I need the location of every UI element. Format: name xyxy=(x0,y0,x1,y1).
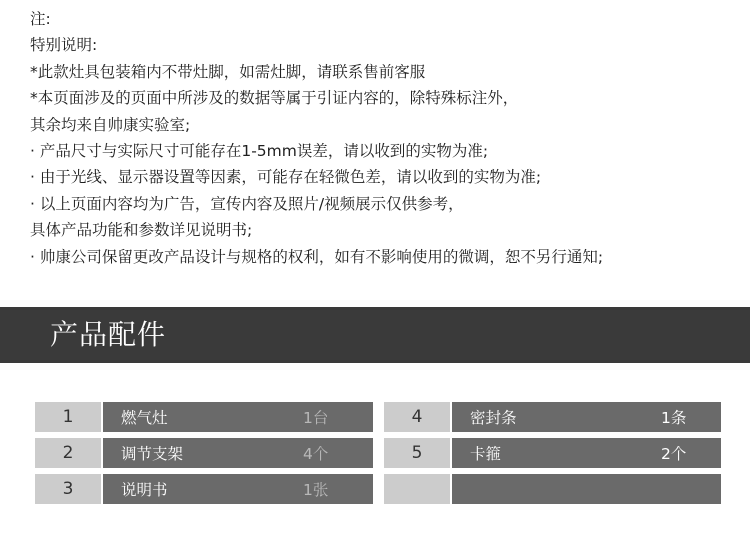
note-line: *本页面涉及的页面中所涉及的数据等属于引证内容的，除特殊标注外， xyxy=(30,89,519,108)
accessory-item xyxy=(35,474,373,504)
item-quantity: 4个 xyxy=(303,445,329,463)
item-body xyxy=(452,474,721,504)
item-number: 2 xyxy=(35,438,101,468)
accessories-banner xyxy=(0,307,750,363)
item-number: 1 xyxy=(35,402,101,432)
notes-subheading: 特别说明: xyxy=(30,36,98,55)
accessory-item xyxy=(35,438,373,468)
note-line: · 产品尺寸与实际尺寸可能存在1-5mm误差，请以收到的实物为准; xyxy=(30,142,489,161)
item-quantity: 1张 xyxy=(303,481,329,499)
item-name: 密封条 xyxy=(470,409,517,427)
notes-section xyxy=(30,6,745,270)
item-number xyxy=(384,474,450,504)
item-body xyxy=(103,402,373,432)
item-name: 说明书 xyxy=(121,481,168,499)
item-body xyxy=(452,438,721,468)
note-line: 其余均来自帅康实验室; xyxy=(30,115,191,134)
item-name: 调节支架 xyxy=(121,445,184,463)
item-quantity: 2个 xyxy=(661,445,687,463)
note-line: · 帅康公司保留更改产品设计与规格的权利，如有不影响使用的微调，恕不另行通知; xyxy=(30,247,604,266)
accessory-item xyxy=(384,438,721,468)
item-number: 4 xyxy=(384,402,450,432)
item-body xyxy=(103,474,373,504)
item-quantity: 1条 xyxy=(661,409,687,427)
item-number: 3 xyxy=(35,474,101,504)
note-line: · 由于光线、显示器设置等因素，可能存在轻微色差，请以收到的实物为准; xyxy=(30,168,542,187)
note-line: 具体产品功能和参数详见说明书; xyxy=(30,221,253,240)
item-body xyxy=(452,402,721,432)
accessory-item xyxy=(384,402,721,432)
note-line: · 以上页面内容均为广告，宣传内容及照片/视频展示仅供参考， xyxy=(30,194,464,213)
item-number: 5 xyxy=(384,438,450,468)
item-quantity: 1台 xyxy=(303,409,329,427)
item-name: 燃气灶 xyxy=(121,409,168,427)
note-line: *此款灶具包装箱内不带灶脚，如需灶脚，请联系售前客服 xyxy=(30,62,426,81)
notes-heading: 注: xyxy=(30,10,51,28)
item-body xyxy=(103,438,373,468)
item-name: 卡箍 xyxy=(470,445,502,463)
accessory-item-empty xyxy=(384,474,721,504)
accessory-item xyxy=(35,402,373,432)
accessories-title: 产品配件 xyxy=(50,318,167,351)
